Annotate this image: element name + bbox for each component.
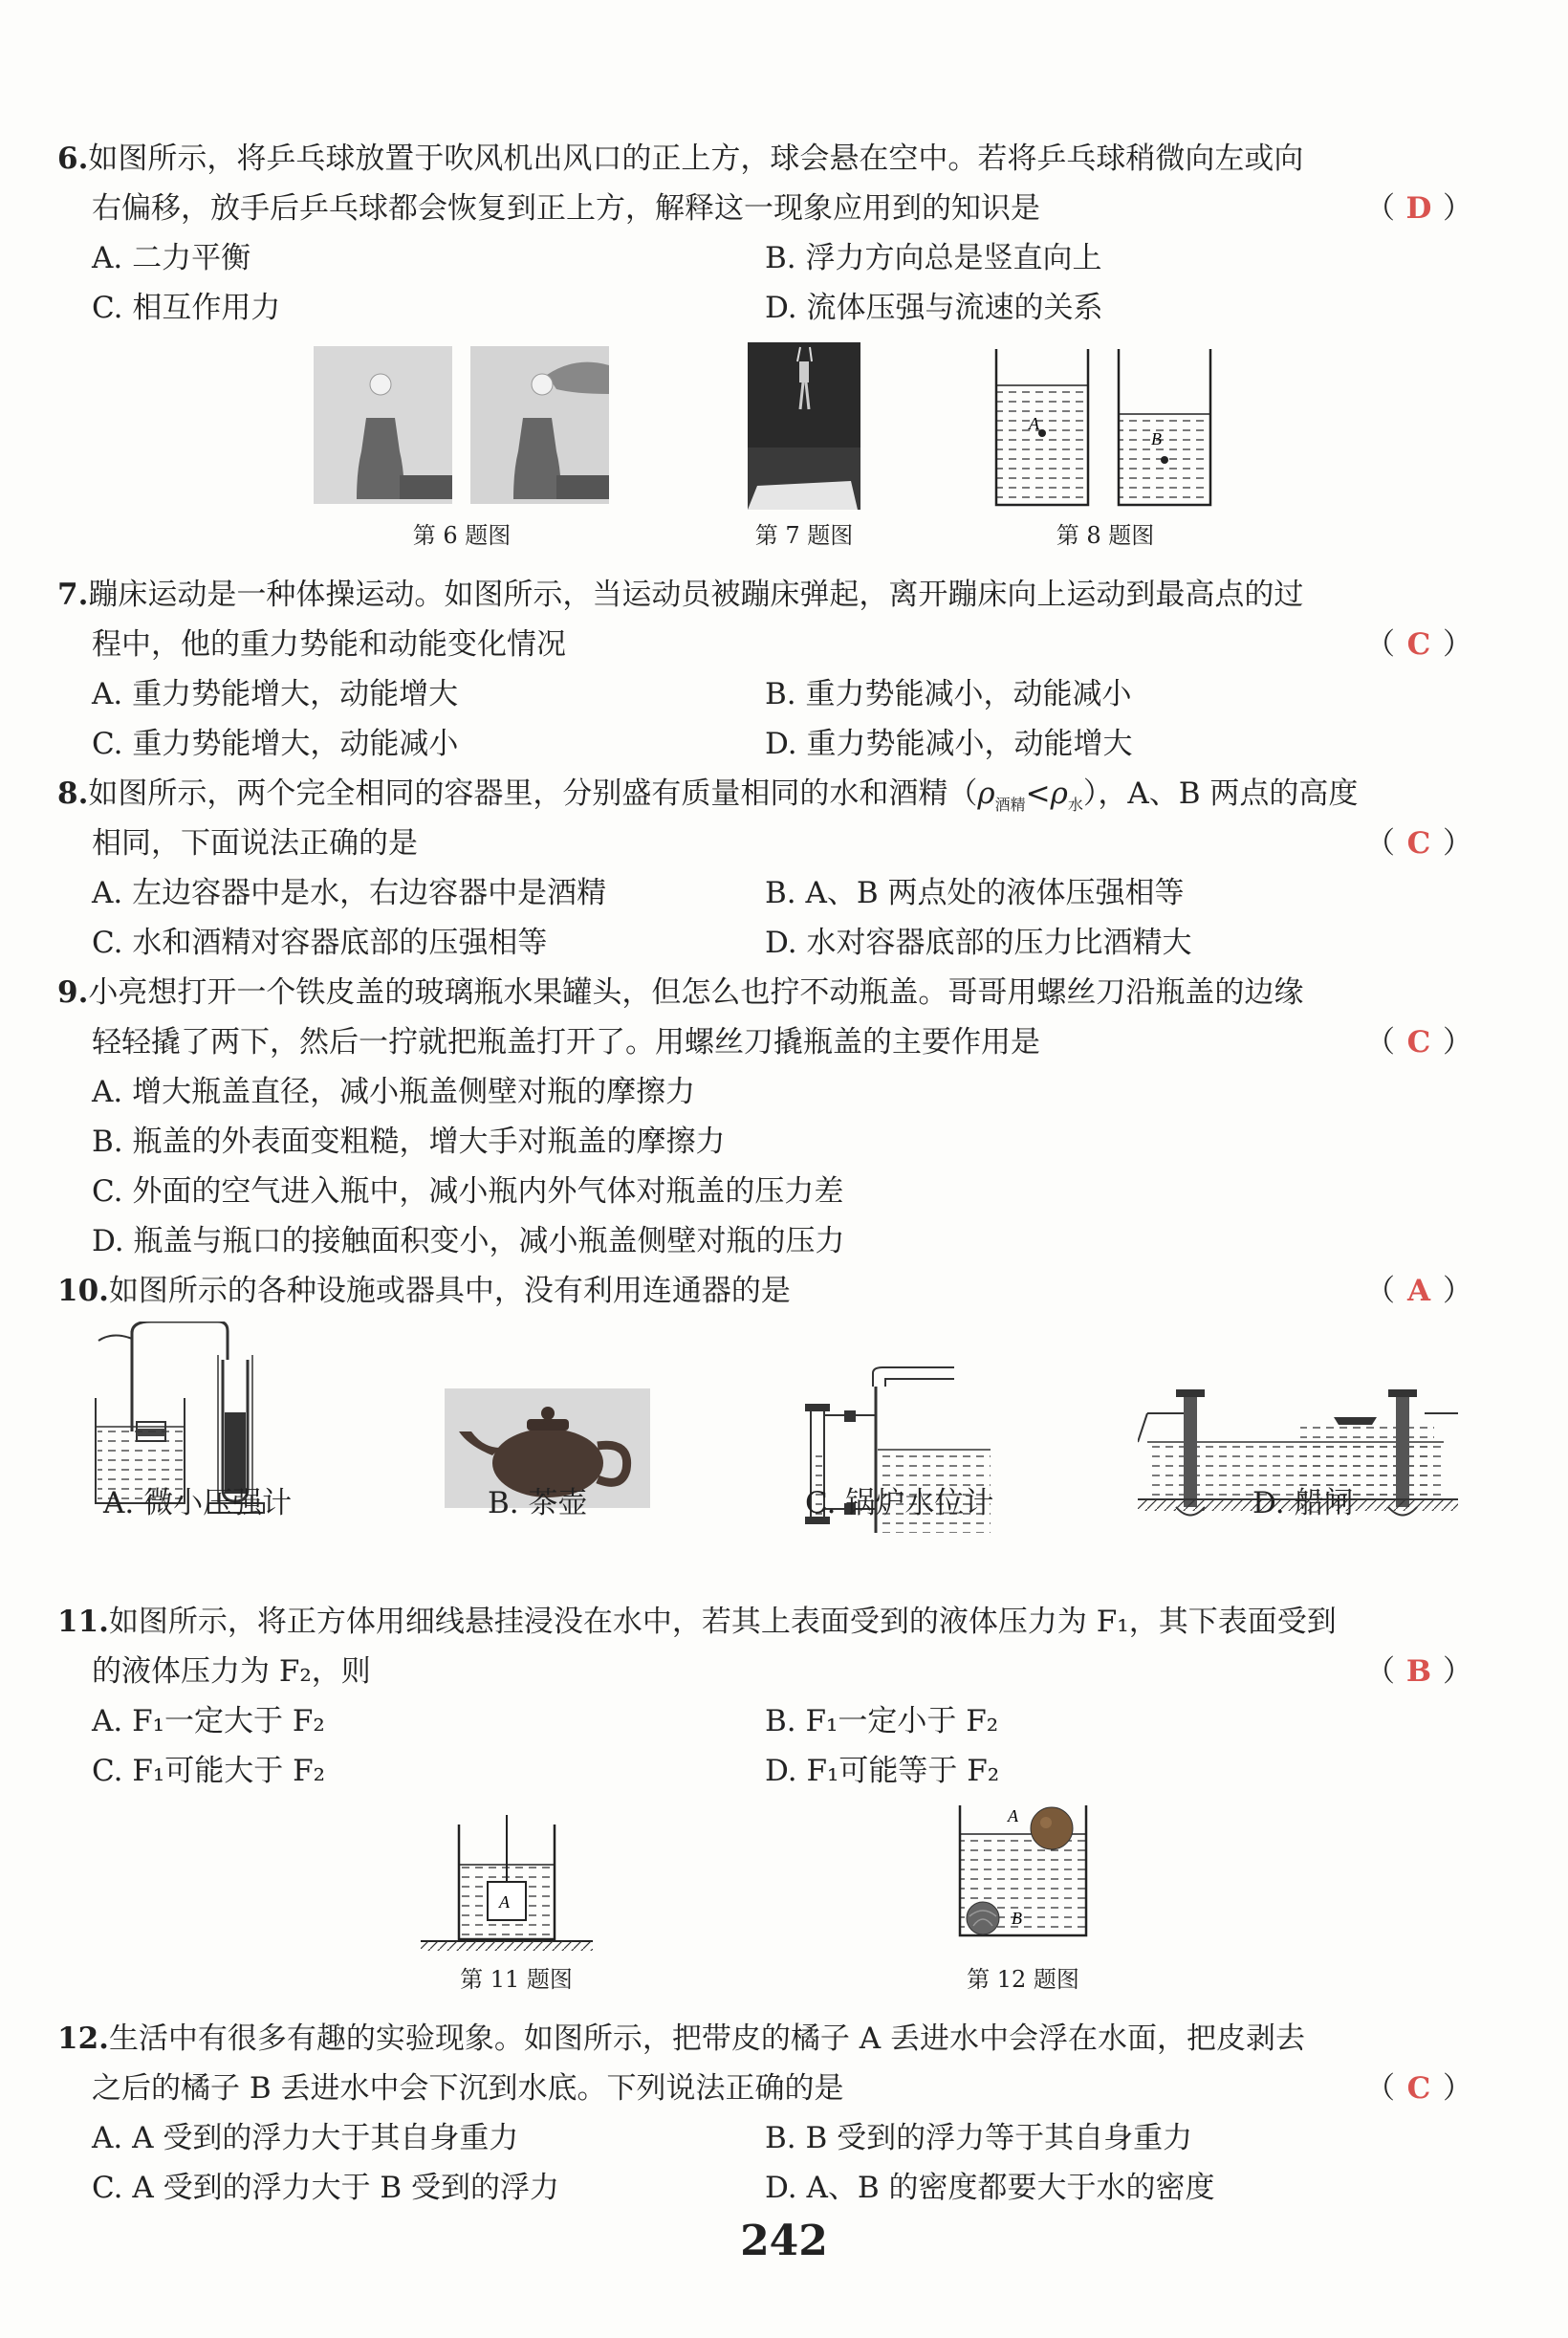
question-number: 6. <box>57 142 89 176</box>
block-label: A <box>499 1892 510 1912</box>
option-a: A. F₁一定大于 F₂ <box>92 1704 325 1738</box>
figure-12-caption: 第 12 题图 <box>967 1966 1079 1993</box>
question-text: 蹦床运动是一种体操运动。如图所示，当运动员被蹦床弹起，离开蹦床向上运动到最高点的过 <box>88 578 1304 612</box>
answer-box: （ C ） <box>1365 620 1472 669</box>
figure-10a-caption: A. 微小压强计 <box>103 1486 293 1520</box>
option-a: A. 增大瓶盖直径，减小瓶盖侧壁对瓶的摩擦力 <box>92 1075 696 1109</box>
rho-subscript: 酒精 <box>994 796 1026 815</box>
question-text: ），A、B 两点的高度 <box>1082 776 1359 811</box>
option-c: C. 相互作用力 <box>92 291 281 325</box>
answer: C <box>1406 826 1431 861</box>
figure-11-caption: 第 11 题图 <box>460 1966 573 1993</box>
question-text: 程中，他的重力势能和动能变化情况 <box>92 627 566 662</box>
answer: C <box>1406 627 1431 662</box>
figure-12-diagram <box>956 1798 1095 1941</box>
point-b-label: B <box>1151 429 1162 448</box>
option-d: D. 水对容器底部的压力比酒精大 <box>765 926 1192 960</box>
question-7 <box>57 570 1472 769</box>
option-b: B. F₁一定小于 F₂ <box>765 1704 999 1738</box>
answer: A <box>1406 1274 1431 1308</box>
question-text: 的液体压力为 F₂，则 <box>92 1654 371 1689</box>
answer-box: （ C ） <box>1365 819 1472 868</box>
rho-subscript: 水 <box>1067 796 1083 815</box>
option-a: A. 左边容器中是水，右边容器中是酒精 <box>92 876 607 910</box>
answer: C <box>1406 2071 1431 2106</box>
question-text: 生活中有很多有趣的实验现象。如图所示，把带皮的橘子 A 丢进水中会浮在水面，把皮剥去 <box>108 2021 1306 2056</box>
option-d: D. 流体压强与流速的关系 <box>765 291 1103 325</box>
answer-box: （ B ） <box>1365 1647 1472 1696</box>
figure-6-photo-right <box>470 346 609 504</box>
rho-symbol: ρ <box>1050 776 1068 811</box>
question-text: 轻轻撬了两下，然后一拧就把瓶盖打开了。用螺丝刀撬瓶盖的主要作用是 <box>92 1025 1040 1060</box>
question-text: 如图所示，将乒乓球放置于吹风机出风口的正上方，球会悬在空中。若将乒乓球稍微向左或向 <box>88 142 1304 176</box>
option-b: B. B 受到的浮力等于其自身重力 <box>765 2121 1193 2155</box>
question-number: 8. <box>57 776 89 811</box>
option-c: C. A 受到的浮力大于 B 受到的浮力 <box>92 2171 560 2205</box>
question-text: 小亮想打开一个铁皮盖的玻璃瓶水果罐头，但怎么也拧不动瓶盖。哥哥用螺丝刀沿瓶盖的边缘 <box>88 975 1304 1010</box>
option-b: B. A、B 两点处的液体压强相等 <box>765 876 1185 910</box>
answer: B <box>1405 1654 1432 1689</box>
question-text: 如图所示的各种设施或器具中，没有利用连通器的是 <box>108 1274 791 1308</box>
figure-10d-caption: D. 船闸 <box>1252 1486 1354 1520</box>
question-12 <box>57 2014 1472 2213</box>
option-d: D. 重力势能减小，动能增大 <box>765 727 1133 761</box>
option-c: C. 水和酒精对容器底部的压强相等 <box>92 926 548 960</box>
figure-8-diagram <box>994 349 1214 512</box>
option-d: D. A、B 的密度都要大于水的密度 <box>765 2171 1215 2205</box>
answer-box: （ C ） <box>1365 1017 1472 1067</box>
option-b: B. 浮力方向总是竖直向上 <box>765 241 1102 275</box>
question-9 <box>57 968 1472 1266</box>
orange-b-label: B <box>1012 1909 1022 1928</box>
question-number: 7. <box>57 578 89 612</box>
answer: C <box>1406 1025 1431 1060</box>
question-text: 如图所示，两个完全相同的容器里，分别盛有质量相同的水和酒精（ <box>88 776 978 811</box>
option-a: A. 二力平衡 <box>92 241 251 275</box>
question-number: 9. <box>57 975 89 1010</box>
option-d: D. 瓶盖与瓶口的接触面积变小，减小瓶盖侧壁对瓶的压力 <box>92 1224 845 1258</box>
question-text: 如图所示，将正方体用细线悬挂浸没在水中，若其上表面受到的液体压力为 F₁，其下表面受到 <box>108 1605 1337 1639</box>
question-number: 10. <box>57 1274 109 1308</box>
option-c: C. F₁可能大于 F₂ <box>92 1754 326 1788</box>
point-a-label: A <box>1029 414 1039 433</box>
question-text: 相同，下面说法正确的是 <box>92 826 418 861</box>
orange-a-label: A <box>1008 1806 1018 1825</box>
option-a: A. A 受到的浮力大于其自身重力 <box>92 2121 519 2155</box>
rho-symbol: ρ <box>977 776 995 811</box>
figure-6-photo-left <box>314 346 452 504</box>
option-a: A. 重力势能增大，动能增大 <box>92 677 459 711</box>
option-b: B. 瓶盖的外表面变粗糙，增大手对瓶盖的摩擦力 <box>92 1125 726 1159</box>
option-c: C. 外面的空气进入瓶中，减小瓶内外气体对瓶盖的压力差 <box>92 1174 844 1209</box>
figure-8-caption: 第 8 题图 <box>1056 522 1155 549</box>
figure-11-diagram <box>421 1815 593 1954</box>
figure-6-caption: 第 6 题图 <box>412 522 512 549</box>
figure-7-caption: 第 7 题图 <box>754 522 854 549</box>
answer-box: （ A ） <box>1365 1266 1472 1316</box>
option-b: B. 重力势能减小，动能减小 <box>765 677 1132 711</box>
less-than-sign: < <box>1025 776 1051 811</box>
answer-box: （ C ） <box>1365 2064 1472 2113</box>
option-c: C. 重力势能增大，动能减小 <box>92 727 459 761</box>
question-text: 之后的橘子 B 丢进水中会下沉到水底。下列说法正确的是 <box>92 2071 844 2106</box>
question-8 <box>57 769 1472 968</box>
question-6 <box>57 134 1472 333</box>
answer-box: （ D ） <box>1365 184 1472 233</box>
question-number: 12. <box>57 2021 109 2056</box>
question-number: 11. <box>57 1605 109 1639</box>
figure-7-photo <box>748 342 860 510</box>
answer: D <box>1405 191 1432 226</box>
question-text: 右偏移，放手后乒乓球都会恢复到正上方，解释这一现象应用到的知识是 <box>92 191 1040 226</box>
option-d: D. F₁可能等于 F₂ <box>765 1754 1000 1788</box>
figure-10c-caption: C. 锅炉水位计 <box>805 1486 994 1520</box>
question-11 <box>57 1597 1472 1796</box>
page-number: 242 <box>740 2217 828 2265</box>
question-10 <box>57 1266 1472 1316</box>
figure-10b-caption: B. 茶壶 <box>488 1486 588 1520</box>
